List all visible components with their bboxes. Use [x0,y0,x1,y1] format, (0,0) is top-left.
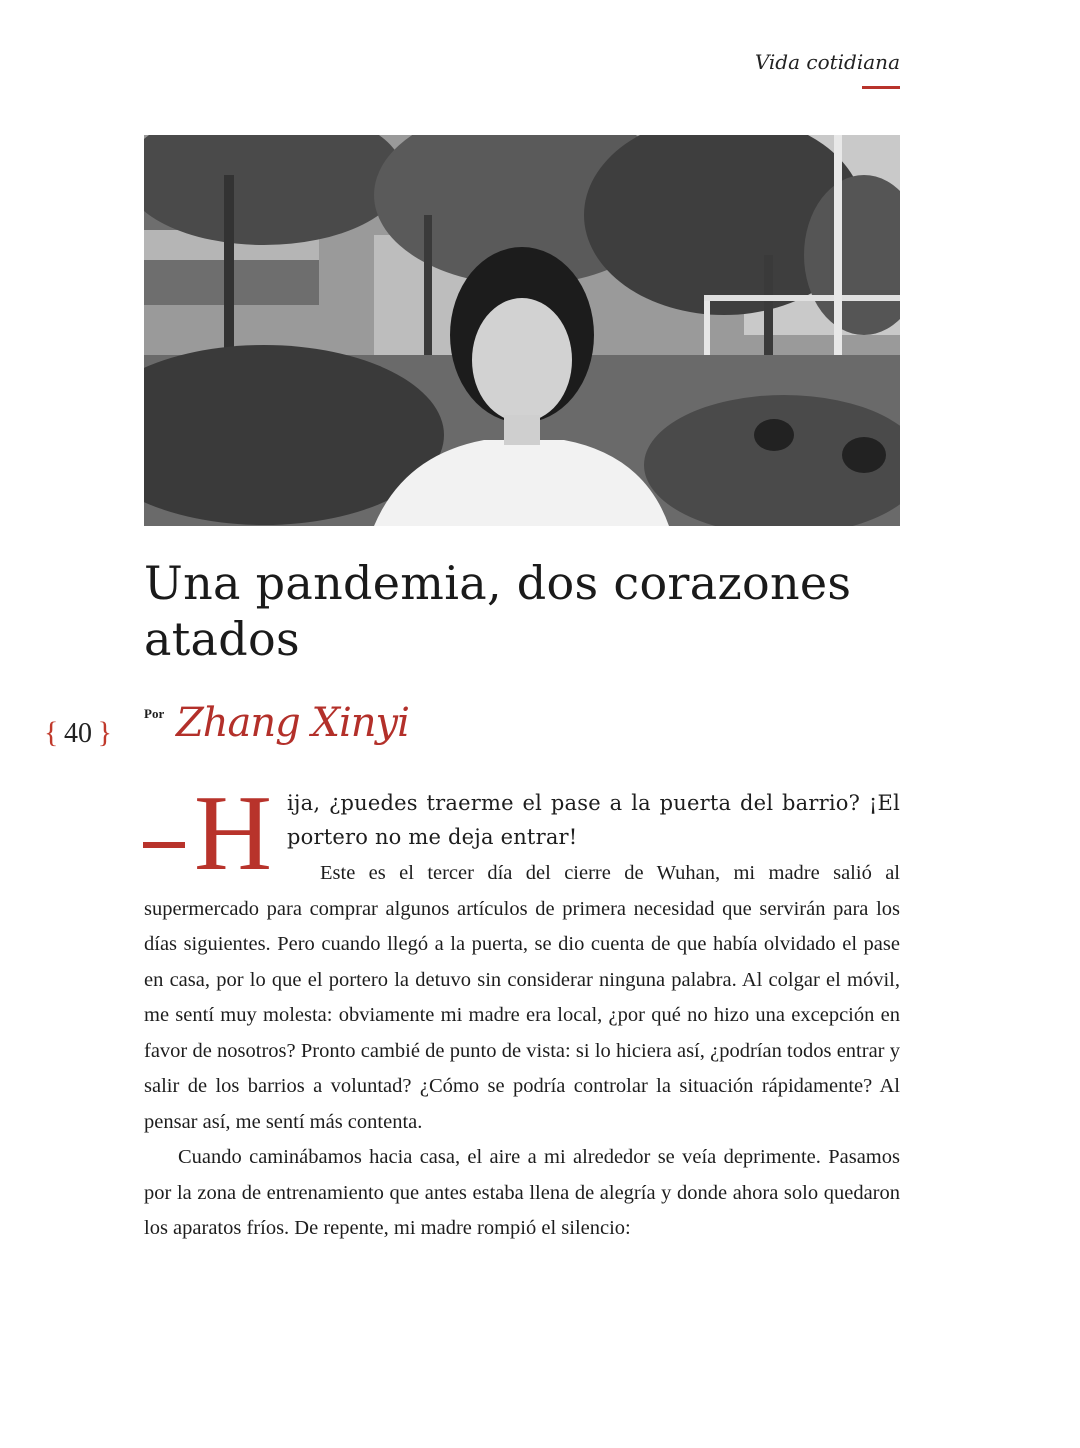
paragraph-1: Este es el tercer día del cierre de Wuhan, mi madre salió al supermercado para comprar algunos artículos de primera necesidad que servirán para los días siguientes. Pero cuando llegó a la puerta, se dio cuenta de que había olvidado el pase en casa, por lo que el portero la detuvo sin considerar ninguna palabra. Al colgar el móvil, me sentí muy molesta: obviamente mi madre era local, ¿por qué no hizo una excepción en favor de nosotros? Pronto cambié de punto de vista: si lo hiciera así, ¿podrían todos entrar y salir de los barrios a voluntad? ¿Cómo se podría controlar la situación rápidamente? Al pensar así, me sentí más contenta. [144,862,900,1133]
article-body [144,856,900,1247]
author-name: Zhang Xinyi [176,700,409,746]
dropcap-letter: H [194,774,272,893]
section-rule [862,86,900,89]
author-photo [144,135,900,526]
opening-lines: ija, ¿puedes traerme el pase a la puerta del barrio? ¡El portero no me deja entrar! [287,791,900,849]
title-line-1: Una pandemia, dos corazones [144,556,852,610]
title-line-2: atados [144,612,300,666]
page-number-value: 40 [64,718,93,749]
section-label: Vida cotidiana [754,50,900,74]
dropcap-dash [143,842,185,848]
article-title [144,555,904,667]
byline-prefix: Por [144,706,165,721]
paragraph-2: Cuando caminábamos hacia casa, el aire a mi alrededor se veía deprimente. Pasamos por la zona de entrenamiento que antes estaba llena de alegría y donde ahora solo quedaron los aparatos fríos. De repente, mi madre rompió el silencio: [144,1146,900,1239]
page-number: { 40 } [44,716,113,749]
